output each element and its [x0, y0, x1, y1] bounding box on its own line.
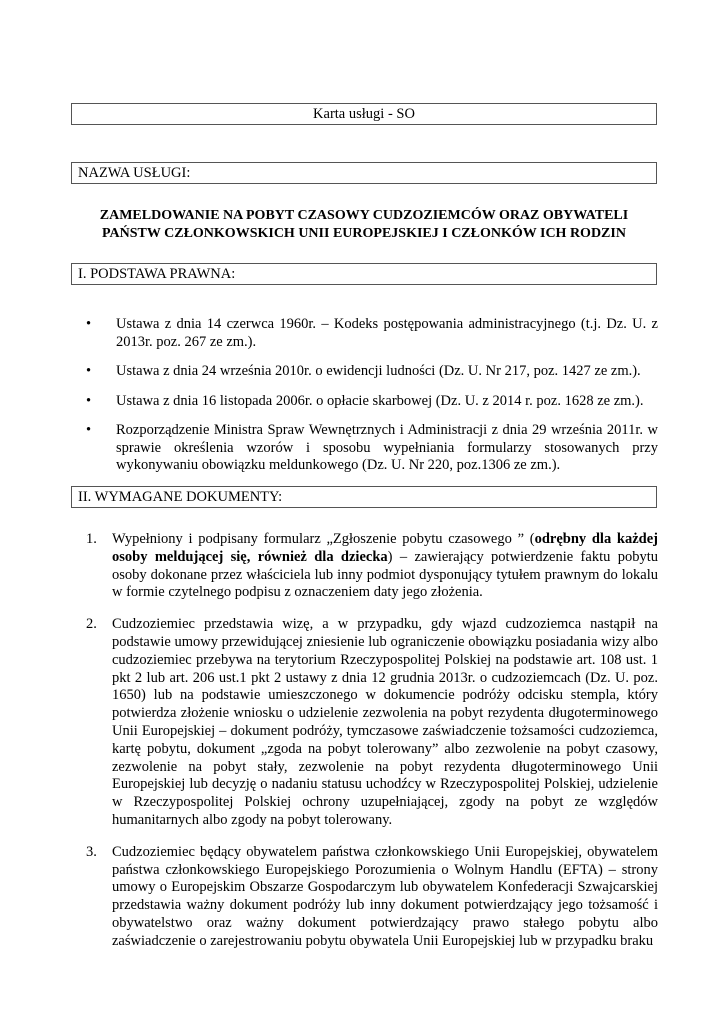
legal-basis-item: • Ustawa z dnia 24 września 2010r. o ewidencji ludności (Dz. U. Nr 217, poz. 1427 ze zm.).	[86, 363, 641, 379]
podstawa-prawna-box	[71, 263, 657, 285]
bullet-icon: •	[86, 392, 92, 409]
legal-basis-item: • Ustawa z dnia 16 listopada 2006r. o opłacie skarbowej (Dz. U. z 2014 r. poz. 1628 ze zm.).	[86, 392, 644, 409]
legal-basis-item: • Ustawa z dnia 14 czerwca 1960r. – Kodeks postępowania administracyjnego (t.j. Dz. U. z 2013r. poz. 267 ze zm.).	[86, 316, 658, 350]
bullet-icon: •	[86, 316, 92, 332]
legal-basis-item: • Rozporządzenie Ministra Spraw Wewnętrznych i Administracji z dnia 29 września 2011r. w sprawie określenia wzorów i sposobu wypełniania formularzy stosowanych przy wykonywaniu obowiązku meldunkowego (Dz. U. Nr 220, poz.1306 ze zm.).	[86, 422, 658, 473]
item-number: 1.	[86, 531, 97, 547]
bullet-icon: •	[86, 422, 92, 438]
document-item: 1. Wypełniony i podpisany formularz „Zgłoszenie pobytu czasowego ” (odrębny dla każdej osoby meldującej się, również dla dziecka) – zawierający potwierdzenie faktu pobytu osoby dokonane przez właściciela lub inny podmiot dysponujący tytułem prawnym do lokalu w formie czytelnego podpisu z oznaczeniem daty jego złożenia.	[86, 531, 658, 601]
item-number: 2.	[86, 616, 97, 633]
podstawa-prawna-label: I. PODSTAWA PRAWNA:	[78, 266, 236, 282]
service-title-line-2: PAŃSTW CZŁONKOWSKICH UNII EUROPEJSKIEJ I CZŁONKÓW ICH RODZIN	[102, 226, 626, 241]
required-documents-list	[86, 531, 658, 951]
karta-header-box	[71, 103, 657, 125]
item-number: 3.	[86, 843, 97, 860]
legal-basis-list	[86, 316, 658, 475]
wymagane-dokumenty-box	[71, 486, 657, 508]
nazwa-uslugi-box	[71, 162, 657, 184]
karta-title: Karta usługi - SO	[313, 106, 415, 122]
service-title	[71, 207, 657, 243]
bullet-icon: •	[86, 363, 92, 379]
wymagane-dokumenty-label: II. WYMAGANE DOKUMENTY:	[78, 489, 283, 505]
service-title-line-1: ZAMELDOWANIE NA POBYT CZASOWY CUDZOZIEMCÓW ORAZ OBYWATELI	[99, 208, 629, 223]
document-item: 2. Cudzoziemiec przedstawia wizę, a w przypadku, gdy wjazd cudzoziemca nastąpił na podstawie umowy przewidującej zniesienie lub ograniczenie obowiązku posiadania wizy albo cudzoziemiec przebywa na terytorium Rzeczypospolitej Polskiej na podstawie art. 108 ust. 1 pkt 2 lub art. 206 ust.1 pkt 2 ustawy z dnia 12 grudnia 2013r. o cudzoziemcach (Dz. U. poz. 1650) lub na podstawie umieszczonego w dokumencie podróży odcisku stempla, który potwierdza złożenie wniosku o udzielenie zezwolenia na pobyt rezydenta długoterminowego Unii Europejskiej – dokument podróży, tymczasowe zaświadczenie tożsamości cudzoziemca, kartę pobytu, dokument „zgoda na pobyt tolerowany” albo zezwolenie na pobyt czasowy, zezwolenie na pobyt stały, zezwolenie na pobyt rezydenta długoterminowego Unii Europejskiej lub decyzję o nadaniu statusu uchodźcy w Rzeczypospolitej Polskiej, udzielenie w Rzeczypospolitej Polskiej ochrony uzupełniającej, zgody na pobyt ze względów humanitarnych albo zgody na pobyt tolerowany.	[86, 616, 658, 828]
bold-emphasis: odrębny dla każdej osoby meldującej się, również dla dziecka	[112, 531, 658, 565]
nazwa-uslugi-label: NAZWA USŁUGI:	[78, 165, 191, 181]
document-item: 3. Cudzoziemiec będący obywatelem państwa członkowskiego Unii Europejskiej, obywatelem państwa członkowskiego Europejskiego Porozumienia o Wolnym Handlu (EFTA) – strony umowy o Europejskim Obszarze Gospodarczym lub obywatelem Konfederacji Szwajcarskiej przedstawia ważny dokument podróży lub inny dokument potwierdzający jego tożsamość i obywatelstwo oraz ważny dokument potwierdzający prawo stałego pobytu albo zaświadczenie o zarejestrowaniu pobytu obywatela Unii Europejskiej lub w przypadku braku	[86, 843, 658, 949]
